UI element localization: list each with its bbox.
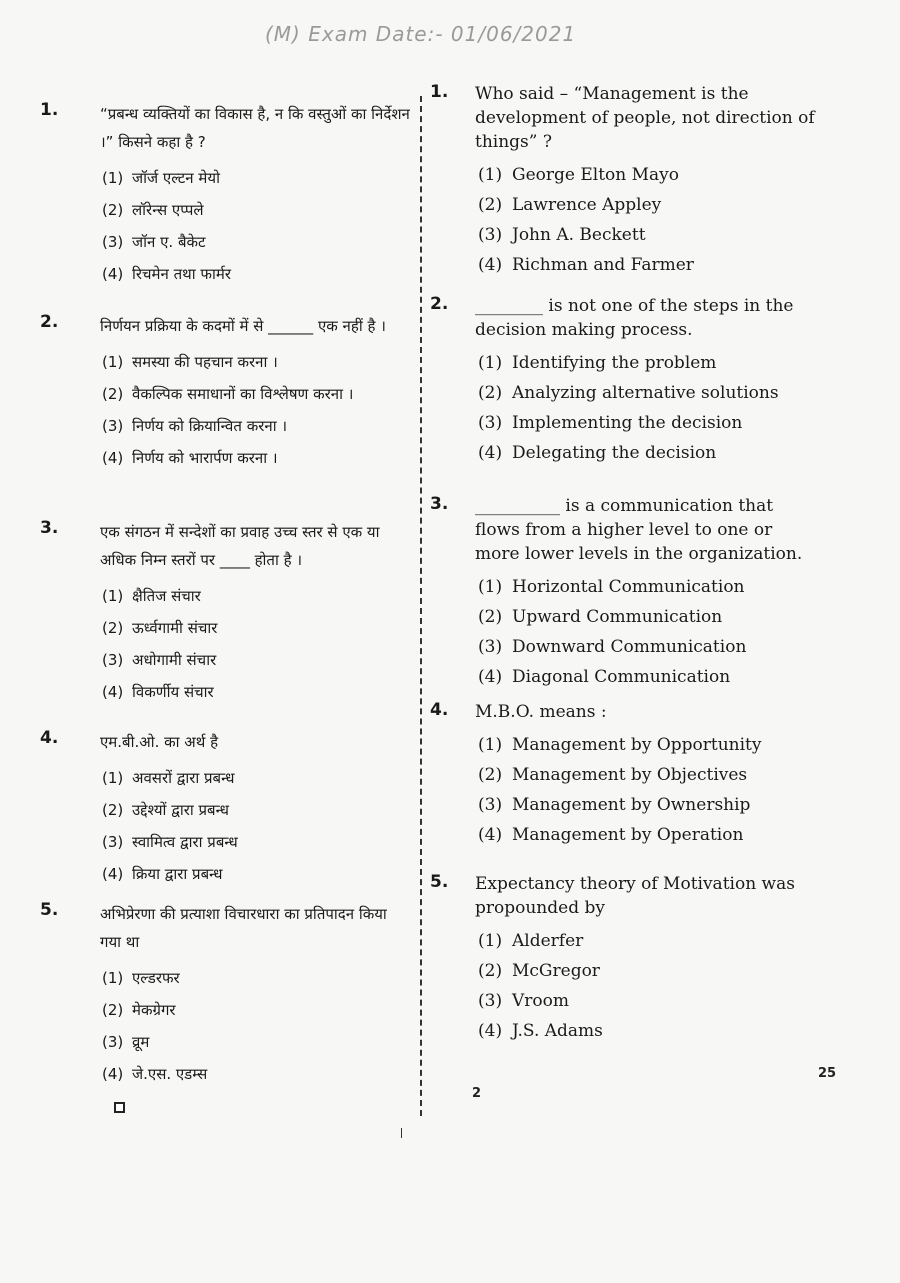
option: (3) निर्णय को क्रियान्वित करना । xyxy=(102,417,288,435)
question-number: 1. xyxy=(430,82,449,102)
question-number: 5. xyxy=(430,872,449,892)
option: (2) वैकल्पिक समाधानों का विश्लेषण करना । xyxy=(102,385,354,403)
english-question-5 xyxy=(430,872,815,1046)
hindi-question-4 xyxy=(40,728,410,890)
page-number: 2 xyxy=(472,1086,482,1101)
option: (3) Vroom xyxy=(478,991,569,1011)
option: (4) Delegating the decision xyxy=(478,443,717,463)
question-text: एम.बी.ओ. का अर्थ है xyxy=(100,733,219,751)
question-number: 2. xyxy=(430,294,449,314)
question-text: ________ is not one of the steps in the decision making process. xyxy=(475,296,794,340)
options-list xyxy=(40,962,410,1090)
question-text: M.B.O. means : xyxy=(475,702,607,722)
option: (4) विकर्णीय संचार xyxy=(102,683,214,701)
option: (2) McGregor xyxy=(478,961,600,981)
question-number: 3. xyxy=(430,494,449,514)
question-text: निर्णयन प्रक्रिया के कदमों में से ______ एक नहीं है । xyxy=(100,317,386,335)
question-number: 5. xyxy=(40,900,59,920)
hindi-question-5 xyxy=(40,900,410,1090)
english-question-4 xyxy=(430,700,815,850)
question-text: __________ is a communication that flows from a higher level to one or more lower levels in the organization. xyxy=(475,496,803,564)
option: (4) निर्णय को भारार्पण करना । xyxy=(102,449,278,467)
option: (3) स्वामित्व द्वारा प्रबन्ध xyxy=(102,833,238,851)
option: (1) अवसरों द्वारा प्रबन्ध xyxy=(102,769,235,787)
options-list xyxy=(430,160,815,280)
question-text: एक संगठन में सन्देशों का प्रवाह उच्च स्तर से एक या अधिक निम्न स्तरों पर ____ होता है । xyxy=(100,523,380,569)
option: (2) लॉरेन्स एप्पले xyxy=(102,201,204,219)
option: (2) ऊर्ध्वगामी संचार xyxy=(102,619,218,637)
options-list xyxy=(430,348,815,468)
option: (2) Management by Objectives xyxy=(478,765,748,785)
question-text: Who said – “Management is the development of people, not direction of things” ? xyxy=(475,84,815,152)
question-text: Expectancy theory of Motivation was propounded by xyxy=(475,874,795,918)
option: (4) Management by Operation xyxy=(478,825,744,845)
option: (4) क्रिया द्वारा प्रबन्ध xyxy=(102,865,223,883)
option: (1) क्षैतिज संचार xyxy=(102,587,201,605)
handwritten-exam-date: (M) Exam Date:- 01/06/2021 xyxy=(265,22,577,46)
english-question-2 xyxy=(430,294,815,468)
options-list xyxy=(430,572,815,692)
option: (1) Alderfer xyxy=(478,931,584,951)
question-number: 1. xyxy=(40,100,59,120)
option: (4) रिचमेन तथा फार्मर xyxy=(102,265,231,283)
option: (2) Analyzing alternative solutions xyxy=(478,383,779,403)
option: (2) उद्देश्यों द्वारा प्रबन्ध xyxy=(102,801,229,819)
option: (1) Horizontal Communication xyxy=(478,577,745,597)
option: (1) समस्या की पहचान करना । xyxy=(102,353,278,371)
option: (1) Identifying the problem xyxy=(478,353,717,373)
option: (1) George Elton Mayo xyxy=(478,165,679,185)
paper-code: 25 xyxy=(818,1066,837,1081)
options-list xyxy=(40,580,410,708)
question-text: अभिप्रेरणा की प्रत्याशा विचारधारा का प्रतिपादन किया गया था xyxy=(100,905,387,951)
option: (2) Upward Communication xyxy=(478,607,723,627)
option: (3) Management by Ownership xyxy=(478,795,751,815)
option: (3) अधोगामी संचार xyxy=(102,651,217,669)
question-number: 2. xyxy=(40,312,59,332)
tick-mark xyxy=(401,1128,402,1138)
options-list xyxy=(430,730,815,850)
option: (3) व्रूम xyxy=(102,1033,150,1051)
hindi-question-3 xyxy=(40,518,410,708)
options-list xyxy=(40,346,410,474)
option: (4) Richman and Farmer xyxy=(478,255,694,275)
option: (3) John A. Beckett xyxy=(478,225,646,245)
options-list xyxy=(430,926,815,1046)
question-number: 3. xyxy=(40,518,59,538)
option: (4) J.S. Adams xyxy=(478,1021,603,1041)
option: (3) जॉन ए. बैकेट xyxy=(102,233,206,251)
question-number: 4. xyxy=(430,700,449,720)
option: (4) Diagonal Communication xyxy=(478,667,731,687)
option: (3) Downward Communication xyxy=(478,637,747,657)
options-list xyxy=(40,162,410,290)
options-list xyxy=(40,762,410,890)
option: (2) मेकग्रेगर xyxy=(102,1001,176,1019)
option: (1) Management by Opportunity xyxy=(478,735,762,755)
english-question-3 xyxy=(430,494,815,692)
option: (1) एल्डरफर xyxy=(102,969,180,987)
hindi-question-2 xyxy=(40,312,410,474)
question-number: 4. xyxy=(40,728,59,748)
english-question-1 xyxy=(430,82,815,280)
option: (2) Lawrence Appley xyxy=(478,195,662,215)
option: (3) Implementing the decision xyxy=(478,413,743,433)
option: (4) जे.एस. एडम्स xyxy=(102,1065,208,1083)
hindi-question-1 xyxy=(40,100,410,290)
question-text: “प्रबन्ध व्यक्तियों का विकास है, न कि वस्तुओं का निर्देशन ।” किसने कहा है ? xyxy=(100,105,410,151)
column-divider xyxy=(420,96,422,1116)
square-mark-icon xyxy=(114,1102,125,1113)
option: (1) जॉर्ज एल्टन मेयो xyxy=(102,169,220,187)
